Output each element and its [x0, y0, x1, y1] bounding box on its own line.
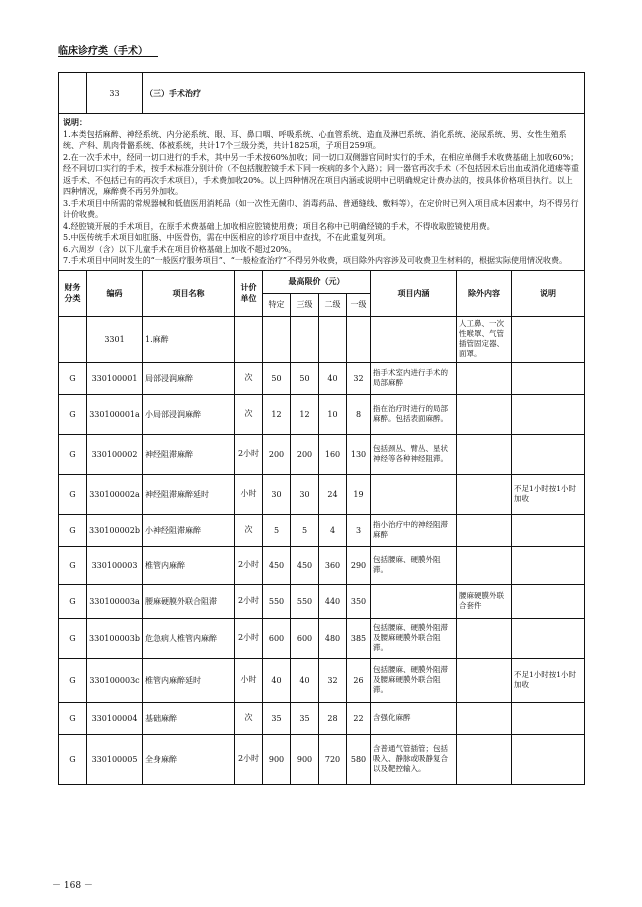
row-unit: 次: [235, 514, 263, 546]
col-code: 编码: [87, 270, 143, 316]
row-exclusions: [457, 362, 512, 394]
row-code: 330100003c: [87, 658, 143, 702]
row-content: 指小治疗中的神经阻滞麻醉: [371, 514, 457, 546]
row-price-level2: 28: [319, 702, 347, 734]
row-content: 含普通气管插管；包括吸入、静脉或吸静复合以及靶控输入。: [371, 734, 457, 784]
row-name: 全身麻醉: [143, 734, 235, 784]
row-exclusions: [457, 514, 512, 546]
row-price-level3: 30: [291, 474, 319, 514]
row-price-level1: 580: [347, 734, 371, 784]
row-price-level3: 50: [291, 362, 319, 394]
row-category: G: [59, 584, 87, 618]
row-exclusions: [457, 546, 512, 584]
row-exclusions: [457, 618, 512, 658]
row-category: G: [59, 618, 87, 658]
row-price-level2: 32: [319, 658, 347, 702]
row-unit: 次: [235, 394, 263, 434]
row-price-special: 40: [263, 658, 291, 702]
notes-row: [59, 114, 585, 271]
empty-cell: [263, 316, 291, 362]
row-name: 椎管内麻醉延时: [143, 658, 235, 702]
note-2: 2.在一次手术中，经同一切口进行的手术，其中另一手术按60%加收；同一切口双侧器官同时实行的手术，在相应单侧手术收费基础上加收60%；经不同切口实行的手术，按手术标准分别计价（不包括腹腔镜手术下同一疾病的多个入路）；同一器官再次手术（不包括因术后出血或消化道瘘等重返手术、不包括已有的再次手术项目），手术费加收20%。以上四种情况在项目内涵或说明中已明确规定计费办法的，按具体价格项目执行。以上四种情况，麻醉费不再另外加收。: [63, 152, 579, 196]
row-price-special: 12: [263, 394, 291, 434]
section-blank: [59, 73, 87, 114]
row-price-special: 600: [263, 618, 291, 658]
row-remarks: [512, 734, 585, 784]
row-exclusions: [457, 474, 512, 514]
row-name: 椎管内麻醉: [143, 546, 235, 584]
row-remarks: [512, 434, 585, 474]
row-unit: 2小时: [235, 546, 263, 584]
row-category: G: [59, 434, 87, 474]
column-header-row: [59, 270, 585, 293]
row-category: G: [59, 546, 87, 584]
row-price-level2: 40: [319, 362, 347, 394]
row-exclusions: [457, 702, 512, 734]
row-price-level2: 160: [319, 434, 347, 474]
empty-cell: [347, 316, 371, 362]
row-exclusions: [457, 658, 512, 702]
row-price-level1: 385: [347, 618, 371, 658]
row-remarks: [512, 546, 585, 584]
row-price-special: 900: [263, 734, 291, 784]
col-remarks: 说明: [512, 270, 585, 316]
row-price-level1: 290: [347, 546, 371, 584]
row-price-level1: 8: [347, 394, 371, 434]
row-category: G: [59, 734, 87, 784]
table-row: [59, 584, 585, 618]
row-code: 330100003a: [87, 584, 143, 618]
table-row: [59, 514, 585, 546]
col-level-3: 三级: [291, 293, 319, 316]
table-row: [59, 702, 585, 734]
row-unit: 次: [235, 702, 263, 734]
row-price-level1: 19: [347, 474, 371, 514]
row-content: 包括腰麻、硬膜外阻滞。: [371, 546, 457, 584]
row-price-level3: 40: [291, 658, 319, 702]
row-code: 330100003: [87, 546, 143, 584]
row-price-special: 200: [263, 434, 291, 474]
row-remarks: [512, 394, 585, 434]
notes-cell: [59, 114, 585, 271]
row-name: 腰麻硬膜外联合阻滞: [143, 584, 235, 618]
row-price-special: 30: [263, 474, 291, 514]
col-level-1: 一级: [347, 293, 371, 316]
row-exclusions: [457, 434, 512, 474]
row-name: 神经阻滞麻醉: [143, 434, 235, 474]
col-max-price: 最高限价（元）: [263, 270, 371, 293]
page-header: 临床诊疗类（手术）: [58, 46, 148, 57]
row-unit: 2小时: [235, 734, 263, 784]
note-7: 7.手术项目中同时发生的“一般医疗服务项目”、“一般检查治疗”不得另外收费，项目除外内容涉及可收费卫生材料的，根据实际使用情况收费。: [63, 256, 567, 265]
col-exclusions: 除外内容: [457, 270, 512, 316]
row-price-level1: 130: [347, 434, 371, 474]
row-category: G: [59, 702, 87, 734]
row-unit: 2小时: [235, 434, 263, 474]
col-level-2: 二级: [319, 293, 347, 316]
row-content: 指手术室内进行手术的局部麻醉: [371, 362, 457, 394]
note-6: 6.六周岁（含）以下儿童手术在项目价格基础上加收不超过20%。: [63, 244, 297, 254]
row-name: 小神经阻滞麻醉: [143, 514, 235, 546]
row-remarks: 不足1小时按1小时加收: [512, 474, 585, 514]
row-unit: 次: [235, 362, 263, 394]
row-unit: 2小时: [235, 584, 263, 618]
row-price-level1: 22: [347, 702, 371, 734]
row-remarks: [512, 618, 585, 658]
page-number: － 168 －: [52, 881, 93, 891]
row-price-level2: 24: [319, 474, 347, 514]
row-content: 指在治疗时进行的局部麻醉。包括表面麻醉。: [371, 394, 457, 434]
row-remarks: [512, 584, 585, 618]
row-price-special: 35: [263, 702, 291, 734]
row-price-level3: 35: [291, 702, 319, 734]
row-category: G: [59, 394, 87, 434]
row-unit: 2小时: [235, 618, 263, 658]
section-label: （三）手术治疗: [143, 73, 585, 114]
row-price-special: 50: [263, 362, 291, 394]
table-row: [59, 618, 585, 658]
row-category: G: [59, 658, 87, 702]
row-remarks: [512, 514, 585, 546]
row-code: 330100005: [87, 734, 143, 784]
empty-cell: [371, 316, 457, 362]
note-4: 4.经腔镜开展的手术项目，在原手术费基础上加收相应腔镜使用费；项目名称中已明确经镜的手术，不得收取腔镜使用费。: [63, 221, 495, 231]
row-name: 神经阻滞麻醉延时: [143, 474, 235, 514]
row-code: 330100002: [87, 434, 143, 474]
note-5: 5.中医传统手术项目如肛肠、中医骨伤，需在中医相应的诊疗项目中查找，不在此重复列项。: [63, 233, 391, 242]
row-remarks: 不足1小时按1小时加收: [512, 658, 585, 702]
section-row: [59, 73, 585, 114]
row-unit: 小时: [235, 474, 263, 514]
row-price-level2: 440: [319, 584, 347, 618]
subsection-name: 1.麻醉: [143, 316, 235, 362]
row-price-level2: 480: [319, 618, 347, 658]
row-content: 包括腰麻、硬膜外阻滞及腰麻硬膜外联合阻滞。: [371, 658, 457, 702]
row-category: G: [59, 362, 87, 394]
row-content: [371, 474, 457, 514]
row-code: 330100004: [87, 702, 143, 734]
row-exclusions: [457, 394, 512, 434]
table-row: [59, 546, 585, 584]
col-content: 项目内涵: [371, 270, 457, 316]
row-price-level3: 550: [291, 584, 319, 618]
row-remarks: [512, 362, 585, 394]
row-content: 包括腰麻、硬膜外阻滞及腰麻硬膜外联合阻滞。: [371, 618, 457, 658]
row-price-level2: 720: [319, 734, 347, 784]
note-3: 3.手术项目中所需的常规器械和低值医用消耗品（如一次性无菌巾、消毒药品、普通缝线、敷料等），在定价时已列入项目成本因素中，均不得另行计价收费。: [63, 198, 579, 219]
row-price-level3: 12: [291, 394, 319, 434]
row-price-level3: 200: [291, 434, 319, 474]
note-1: 1.本类包括麻醉、神经系统、内分泌系统、眼、耳、鼻口咽、呼吸系统、心血管系统、造血及淋巴系统、消化系统、泌尿系统、男、女性生殖系统、产科、肌肉骨骼系统、体被系统，共计17个三级分类，共计1825项，子项目259项。: [63, 129, 567, 150]
col-unit: 计价单位: [235, 270, 263, 316]
table-row: [59, 474, 585, 514]
row-category: G: [59, 514, 87, 546]
row-code: 330100002a: [87, 474, 143, 514]
row-code: 330100003b: [87, 618, 143, 658]
col-name: 项目名称: [143, 270, 235, 316]
row-code: 330100001: [87, 362, 143, 394]
row-content: 包括颈丛、臂丛、星状神经等各种神经阻滞。: [371, 434, 457, 474]
notes-title: 说明：: [63, 117, 87, 127]
col-category: 财务分类: [59, 270, 87, 316]
price-rows: [59, 362, 585, 784]
row-price-level2: 4: [319, 514, 347, 546]
subsection-row: [59, 316, 585, 362]
table-row: [59, 362, 585, 394]
row-price-level3: 450: [291, 546, 319, 584]
empty-cell: [319, 316, 347, 362]
row-price-level2: 360: [319, 546, 347, 584]
row-price-level3: 5: [291, 514, 319, 546]
price-table-container: [58, 72, 584, 785]
row-price-special: 5: [263, 514, 291, 546]
row-unit: 小时: [235, 658, 263, 702]
empty-cell: [291, 316, 319, 362]
table-row: [59, 434, 585, 474]
row-price-special: 450: [263, 546, 291, 584]
table-row: [59, 394, 585, 434]
row-name: 危急病人椎管内麻醉: [143, 618, 235, 658]
row-price-level3: 600: [291, 618, 319, 658]
row-price-level1: 32: [347, 362, 371, 394]
subsection-code: 3301: [87, 316, 143, 362]
row-code: 330100001a: [87, 394, 143, 434]
row-price-level1: 26: [347, 658, 371, 702]
row-remarks: [512, 702, 585, 734]
subsection-exclusions: 人工鼻、一次性喉罩、气管插管固定器、面罩。: [457, 316, 512, 362]
row-price-level2: 10: [319, 394, 347, 434]
table-row: [59, 658, 585, 702]
row-content: [371, 584, 457, 618]
table-row: [59, 734, 585, 784]
row-price-level1: 350: [347, 584, 371, 618]
row-price-special: 550: [263, 584, 291, 618]
row-category: G: [59, 474, 87, 514]
row-name: 局部浸润麻醉: [143, 362, 235, 394]
subsection-cat: [59, 316, 87, 362]
row-name: 基础麻醉: [143, 702, 235, 734]
row-exclusions: 腰麻硬膜外联合套件: [457, 584, 512, 618]
row-exclusions: [457, 734, 512, 784]
header-rule: [58, 56, 158, 57]
row-content: 含强化麻醉: [371, 702, 457, 734]
row-price-level1: 3: [347, 514, 371, 546]
section-code: 33: [87, 73, 143, 114]
price-table: [58, 72, 585, 785]
row-code: 330100002b: [87, 514, 143, 546]
col-level-special: 特定: [263, 293, 291, 316]
row-name: 小局部浸润麻醉: [143, 394, 235, 434]
row-price-level3: 900: [291, 734, 319, 784]
empty-cell: [235, 316, 263, 362]
empty-cell: [512, 316, 585, 362]
